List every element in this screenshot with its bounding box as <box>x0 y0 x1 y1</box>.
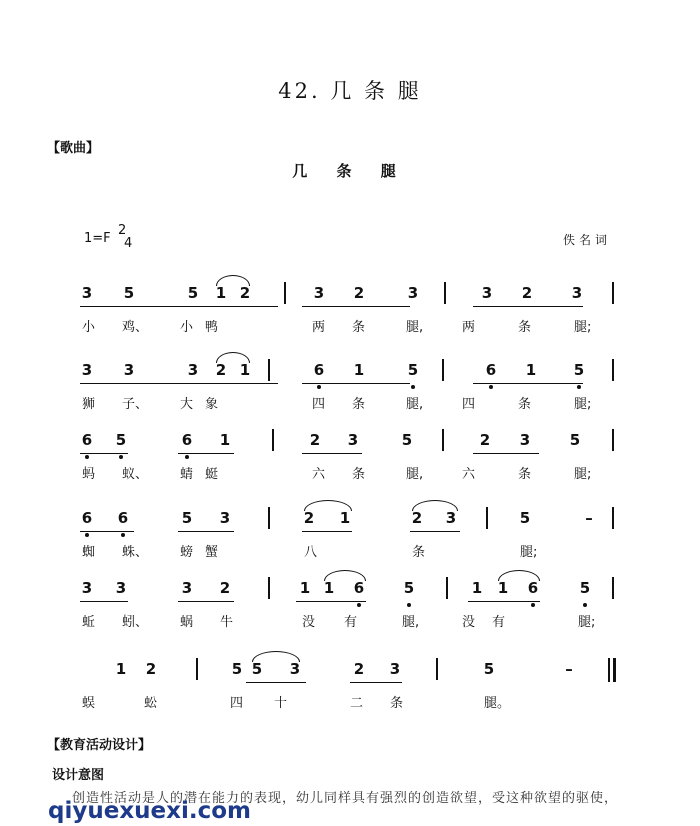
lyric: 子、 <box>122 397 149 412</box>
slur <box>216 275 250 286</box>
lyric: 小 <box>82 320 96 335</box>
note: 3 <box>519 431 531 449</box>
note: 3 <box>181 579 193 597</box>
lyric: 蟹 <box>205 545 219 560</box>
meter-top: 2 <box>118 223 127 238</box>
note: 5 <box>187 284 199 302</box>
lyric: 条 <box>518 467 532 482</box>
lyric: 腿, <box>406 397 424 412</box>
lyric: 蜻 <box>180 467 194 482</box>
note: 2 <box>219 579 231 597</box>
note: 3 <box>123 361 135 379</box>
lyric: 腿; <box>578 615 596 630</box>
lyric: 蜘 <box>82 545 96 560</box>
note: 3 <box>313 284 325 302</box>
note: 5 <box>407 361 419 379</box>
page-title: 42. 几 条 腿 <box>278 79 422 103</box>
lyric: 二 <box>350 696 364 711</box>
lower-octave-dot <box>577 385 581 389</box>
lyrics-line <box>80 541 630 559</box>
note: – <box>585 509 593 527</box>
note: – <box>565 660 573 678</box>
lyric: 腿; <box>574 467 592 482</box>
note: 3 <box>115 579 127 597</box>
note: 2 <box>145 660 157 678</box>
note: 3 <box>389 660 401 678</box>
barline <box>444 282 446 304</box>
lyric: 鸡、 <box>122 320 149 335</box>
barline <box>196 658 198 680</box>
lower-octave-dot <box>357 603 361 607</box>
lower-octave-dot <box>411 385 415 389</box>
watermark <box>0 794 700 826</box>
barline <box>442 359 444 381</box>
note: 6 <box>181 431 193 449</box>
barline <box>612 507 614 529</box>
note: 5 <box>483 660 495 678</box>
lyric: 有 <box>492 615 506 630</box>
song-section-tag: 【歌曲】 <box>47 141 100 156</box>
note: 6 <box>485 361 497 379</box>
lyric: 没 <box>302 615 316 630</box>
final-barline-thick <box>613 658 616 682</box>
note: 2 <box>479 431 491 449</box>
note: 1 <box>353 361 365 379</box>
lyric: 蚓、 <box>122 615 149 630</box>
barline <box>268 577 270 599</box>
note: 1 <box>239 361 251 379</box>
lyric: 条 <box>390 696 404 711</box>
note: 2 <box>239 284 251 302</box>
note: 3 <box>445 509 457 527</box>
note: 1 <box>525 361 537 379</box>
barline <box>612 577 614 599</box>
lyric: 没 <box>462 615 476 630</box>
note: 1 <box>299 579 311 597</box>
slur <box>324 570 366 581</box>
note: 6 <box>81 509 93 527</box>
lyric: 蜓 <box>205 467 219 482</box>
key-signature: 1=F <box>84 231 111 246</box>
note: 2 <box>215 361 227 379</box>
lower-octave-dot <box>85 455 89 459</box>
lyric: 腿。 <box>484 696 511 711</box>
note: 1 <box>219 431 231 449</box>
lyric: 鸭 <box>205 320 219 335</box>
lower-octave-dot <box>407 603 411 607</box>
note: 3 <box>347 431 359 449</box>
note: 1 <box>323 579 335 597</box>
lyric: 两 <box>462 320 476 335</box>
lyric: 蚯 <box>82 615 96 630</box>
watermark-text: qiyuexuexi.com <box>48 798 251 824</box>
note: 1 <box>115 660 127 678</box>
note: 2 <box>309 431 321 449</box>
lyric: 四 <box>462 397 476 412</box>
lyric: 两 <box>312 320 326 335</box>
lyric: 六 <box>462 467 476 482</box>
lyric: 蜈 <box>82 696 96 711</box>
note: 3 <box>81 579 93 597</box>
lyricist-credit: 佚名词 <box>563 233 612 247</box>
note: 5 <box>181 509 193 527</box>
lyric: 蛛、 <box>122 545 149 560</box>
note: 2 <box>521 284 533 302</box>
lower-octave-dot <box>185 455 189 459</box>
lyric: 条 <box>518 397 532 412</box>
slur <box>216 352 250 363</box>
barline <box>436 658 438 680</box>
note: 1 <box>497 579 509 597</box>
lyric: 大 <box>180 397 194 412</box>
barline <box>272 429 274 451</box>
lyric: 腿, <box>402 615 420 630</box>
note: 6 <box>527 579 539 597</box>
lyrics-line <box>80 316 630 334</box>
lower-octave-dot <box>317 385 321 389</box>
lyric: 蚁、 <box>122 467 149 482</box>
lower-octave-dot <box>85 533 89 537</box>
lyric: 八 <box>304 545 318 560</box>
note: 3 <box>571 284 583 302</box>
note: 3 <box>81 361 93 379</box>
lyric: 小 <box>180 320 194 335</box>
lower-octave-dot <box>583 603 587 607</box>
barline <box>612 429 614 451</box>
note: 6 <box>313 361 325 379</box>
note: 1 <box>215 284 227 302</box>
final-barline-thin <box>608 658 610 682</box>
lyric: 四 <box>312 397 326 412</box>
barline <box>446 577 448 599</box>
note: 1 <box>339 509 351 527</box>
lyric: 腿, <box>406 467 424 482</box>
barline <box>612 282 614 304</box>
slur <box>304 500 352 511</box>
note: 5 <box>123 284 135 302</box>
song-title: 几 条 腿 <box>292 162 408 180</box>
note: 3 <box>219 509 231 527</box>
lyrics-line <box>80 463 630 481</box>
lower-octave-dot <box>531 603 535 607</box>
lyric: 有 <box>344 615 358 630</box>
note: 5 <box>231 660 243 678</box>
note: 3 <box>481 284 493 302</box>
barline <box>612 359 614 381</box>
lyric: 腿; <box>520 545 538 560</box>
barline <box>284 282 286 304</box>
slur <box>412 500 458 511</box>
barline <box>268 359 270 381</box>
design-label: 设计意图 <box>52 768 105 783</box>
barline <box>268 507 270 529</box>
lyrics-line <box>80 692 630 710</box>
lyrics-line <box>80 611 630 629</box>
lyric: 牛 <box>220 615 234 630</box>
note: 2 <box>353 660 365 678</box>
lower-octave-dot <box>121 533 125 537</box>
lyric: 条 <box>352 397 366 412</box>
lyric: 条 <box>518 320 532 335</box>
lyric: 条 <box>412 545 426 560</box>
time-signature <box>118 224 132 250</box>
slur <box>252 651 300 662</box>
note: 5 <box>403 579 415 597</box>
note: 1 <box>471 579 483 597</box>
lyric: 蚂 <box>82 467 96 482</box>
lower-octave-dot <box>119 455 123 459</box>
lyric: 腿, <box>406 320 424 335</box>
note: 5 <box>401 431 413 449</box>
note: 3 <box>187 361 199 379</box>
lyric: 四 <box>230 696 244 711</box>
note: 5 <box>579 579 591 597</box>
note: 2 <box>411 509 423 527</box>
note: 5 <box>573 361 585 379</box>
note: 5 <box>519 509 531 527</box>
lyrics-line <box>80 393 630 411</box>
lyric: 腿; <box>574 320 592 335</box>
note: 6 <box>353 579 365 597</box>
lyric: 六 <box>312 467 326 482</box>
note: 5 <box>115 431 127 449</box>
note: 3 <box>289 660 301 678</box>
lyric: 象 <box>205 397 219 412</box>
lyric: 条 <box>352 467 366 482</box>
meter-bottom: 4 <box>124 236 133 251</box>
slur <box>498 570 540 581</box>
lyric: 螃 <box>180 545 194 560</box>
lyric: 蚣 <box>144 696 158 711</box>
lyric: 条 <box>352 320 366 335</box>
barline <box>486 507 488 529</box>
barline <box>442 429 444 451</box>
note: 2 <box>353 284 365 302</box>
note: 2 <box>303 509 315 527</box>
body-paragraph: 创造性活动是人的潜在能力的表现，幼儿同样具有强烈的创造欲望，受这种欲望的驱使， <box>72 791 619 806</box>
note: 5 <box>569 431 581 449</box>
edu-section-tag: 【教育活动设计】 <box>47 738 152 753</box>
lyric: 蜗 <box>180 615 194 630</box>
note: 5 <box>251 660 263 678</box>
note: 6 <box>117 509 129 527</box>
lyric: 腿; <box>574 397 592 412</box>
lower-octave-dot <box>489 385 493 389</box>
note: 3 <box>81 284 93 302</box>
lyric: 十 <box>274 696 288 711</box>
note: 3 <box>407 284 419 302</box>
note: 6 <box>81 431 93 449</box>
lyric: 狮 <box>82 397 96 412</box>
